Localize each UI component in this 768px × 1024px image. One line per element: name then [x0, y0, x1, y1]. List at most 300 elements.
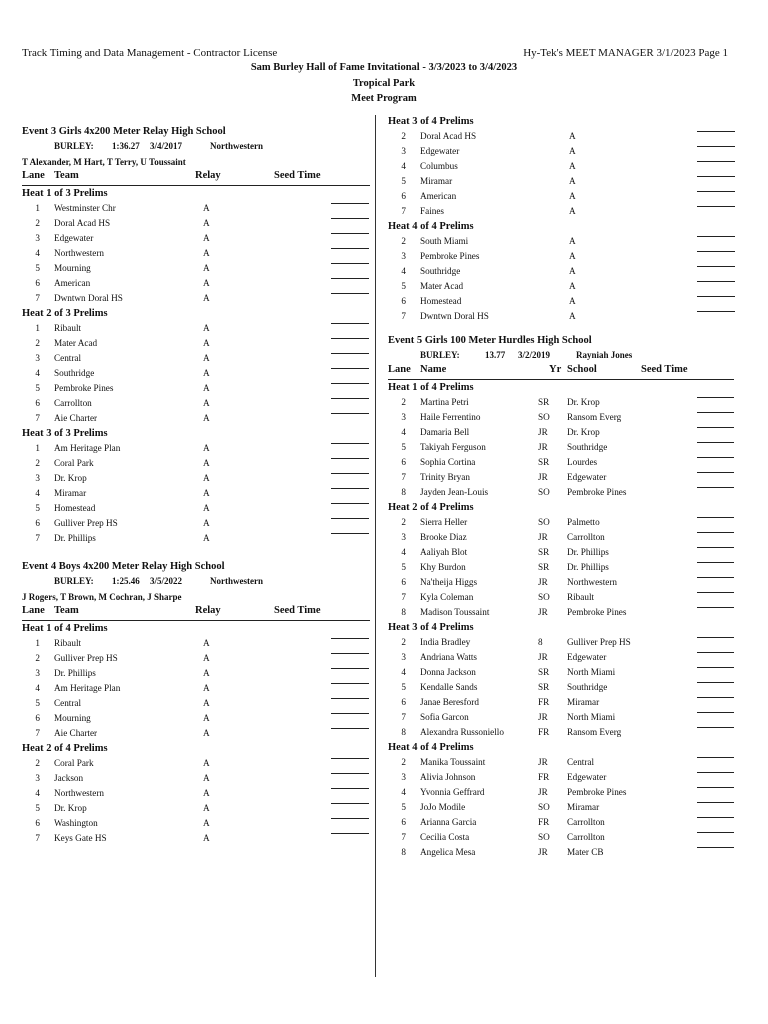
lane-number: 6 — [35, 713, 40, 723]
table-row — [22, 321, 370, 336]
school-name: Pembroke Pines — [567, 487, 627, 497]
seed-time-blank — [697, 131, 735, 132]
team-name: Mater Acad — [420, 281, 464, 291]
school-name: Miramar — [567, 697, 600, 707]
relay-letter: A — [203, 443, 210, 453]
table-row — [22, 486, 370, 501]
seed-time-blank — [331, 458, 369, 459]
table-row — [388, 770, 734, 785]
table-row — [22, 261, 370, 276]
lane-number: 5 — [401, 682, 406, 692]
seed-time-blank — [331, 233, 369, 234]
athlete-name: Sierra Heller — [420, 517, 468, 527]
lane-number: 5 — [401, 176, 406, 186]
lane-number: 8 — [401, 727, 406, 737]
athlete-year: SR — [538, 547, 550, 557]
table-row — [388, 144, 734, 159]
lane-number: 4 — [401, 667, 406, 677]
team-name: Aie Charter — [54, 728, 98, 738]
relay-letter: A — [569, 176, 576, 186]
record-label: BURLEY: — [54, 141, 94, 151]
lane-number: 6 — [35, 818, 40, 828]
table-row — [388, 174, 734, 189]
athlete-name: Madison Toussaint — [420, 607, 490, 617]
table-row — [388, 590, 734, 605]
table-row — [388, 129, 734, 144]
table-row — [22, 381, 370, 396]
seed-time-blank — [697, 427, 734, 428]
team-name: Ribault — [54, 638, 82, 648]
seed-time-blank — [697, 251, 735, 252]
school-header: School — [567, 364, 597, 375]
lane-number: 8 — [401, 607, 406, 617]
seed-time-blank — [331, 503, 369, 504]
lane-number: 7 — [401, 832, 406, 842]
athlete-name: Aaliyah Blot — [420, 547, 468, 557]
team-name: Mourning — [54, 263, 91, 273]
table-row — [22, 336, 370, 351]
team-name: Central — [54, 353, 82, 363]
lane-number: 7 — [35, 833, 40, 843]
lane-number: 5 — [401, 802, 406, 812]
seed-time-blank — [331, 488, 369, 489]
athlete-year: JR — [538, 787, 548, 797]
seed-time-blank — [697, 412, 734, 413]
relay-letter: A — [203, 368, 210, 378]
seed-time-blank — [697, 667, 734, 668]
table-row — [22, 681, 370, 696]
lane-number: 6 — [401, 457, 406, 467]
seed-time-blank — [331, 323, 369, 324]
event-title: Event 3 Girls 4x200 Meter Relay High School — [22, 126, 226, 137]
seed-time-blank — [697, 832, 734, 833]
lane-number: 3 — [401, 412, 406, 422]
lane-header: Lane — [22, 170, 45, 181]
school-name: Pembroke Pines — [567, 607, 627, 617]
lane-number: 5 — [401, 442, 406, 452]
seed-time-blank — [331, 263, 369, 264]
table-row — [22, 756, 370, 771]
relay-letter: A — [569, 236, 576, 246]
seed-time-blank — [331, 293, 369, 294]
table-row — [22, 636, 370, 651]
school-name: Lourdes — [567, 457, 598, 467]
relay-letter: A — [203, 803, 210, 813]
seed-time-blank — [331, 803, 369, 804]
seed-header: Seed Time — [641, 364, 688, 375]
team-name: Gulliver Prep HS — [54, 518, 118, 528]
lane-number: 2 — [401, 757, 406, 767]
relay-letter: A — [569, 161, 576, 171]
team-name: Northwestern — [54, 248, 105, 258]
seed-time-blank — [331, 413, 369, 414]
relay-letter: A — [203, 683, 210, 693]
school-name: Ribault — [567, 592, 595, 602]
record-date: 3/5/2022 — [150, 576, 183, 586]
team-name: Carrollton — [54, 398, 92, 408]
athlete-year: FR — [538, 697, 550, 707]
athlete-year: JR — [538, 427, 548, 437]
team-name: Mater Acad — [54, 338, 98, 348]
seed-time-blank — [697, 592, 734, 593]
school-name: North Miami — [567, 712, 616, 722]
lane-number: 2 — [401, 637, 406, 647]
school-name: Northwestern — [567, 577, 618, 587]
seed-time-blank — [697, 281, 735, 282]
relay-letter: A — [569, 251, 576, 261]
lane-number: 6 — [401, 817, 406, 827]
lane-number: 5 — [401, 281, 406, 291]
table-row — [22, 216, 370, 231]
seed-time-blank — [697, 772, 734, 773]
lane-number: 4 — [35, 248, 40, 258]
table-row — [388, 530, 734, 545]
athlete-name: Janae Beresford — [420, 697, 479, 707]
seed-time-blank — [697, 802, 734, 803]
record-relay-members: J Rogers, T Brown, M Cochran, J Sharpe — [22, 592, 182, 602]
team-name: Faines — [420, 206, 444, 216]
relay-letter: A — [203, 758, 210, 768]
seed-time-blank — [697, 296, 735, 297]
seed-time-blank — [697, 472, 734, 473]
school-name: Dr. Krop — [567, 427, 600, 437]
team-name: Homestead — [420, 296, 462, 306]
record-label: BURLEY: — [420, 350, 460, 360]
lane-number: 2 — [401, 517, 406, 527]
relay-header: Relay — [195, 170, 221, 181]
team-name: Dr. Krop — [54, 473, 87, 483]
column-headers — [22, 170, 370, 186]
table-row — [22, 666, 370, 681]
athlete-name: Na'theija Higgs — [420, 577, 478, 587]
athlete-year: SO — [538, 517, 550, 527]
athlete-name: Brooke Diaz — [420, 532, 467, 542]
table-row — [22, 651, 370, 666]
lane-number: 8 — [401, 847, 406, 857]
athlete-name: Takiyah Ferguson — [420, 442, 486, 452]
heat-title: Heat 1 of 3 Prelims — [22, 188, 108, 199]
table-row — [388, 264, 734, 279]
seed-time-blank — [697, 787, 734, 788]
seed-time-blank — [331, 668, 369, 669]
lane-number: 6 — [35, 278, 40, 288]
year-header: Yr — [549, 364, 562, 375]
athlete-year: JR — [538, 532, 548, 542]
seed-time-blank — [697, 637, 734, 638]
event-spacer — [388, 324, 734, 332]
school-name: Gulliver Prep HS — [567, 637, 631, 647]
table-row — [22, 771, 370, 786]
record-relay-members: T Alexander, M Hart, T Terry, U Toussaint — [22, 157, 186, 167]
table-row — [22, 201, 370, 216]
table-row — [22, 276, 370, 291]
team-name: Dwntwn Doral HS — [420, 311, 489, 321]
heat-title: Heat 4 of 4 Prelims — [388, 742, 474, 753]
table-row — [388, 470, 734, 485]
seed-time-blank — [331, 758, 369, 759]
athlete-year: JR — [538, 712, 548, 722]
seed-time-blank — [331, 248, 369, 249]
program-title: Meet Program — [351, 93, 417, 104]
school-name: Carrollton — [567, 532, 605, 542]
seed-time-blank — [697, 607, 734, 608]
lane-number: 2 — [401, 131, 406, 141]
lane-number: 5 — [35, 803, 40, 813]
team-name: Dr. Phillips — [54, 668, 96, 678]
lane-number: 4 — [35, 683, 40, 693]
lane-number: 3 — [35, 233, 40, 243]
lane-number: 5 — [35, 383, 40, 393]
school-name: Carrollton — [567, 817, 605, 827]
relay-letter: A — [203, 218, 210, 228]
athlete-year: 8 — [538, 637, 543, 647]
table-row — [388, 485, 734, 500]
athlete-year: SR — [538, 457, 550, 467]
meet-title: Sam Burley Hall of Fame Invitational - 3/3/2023 to 3/4/2023 — [250, 62, 518, 73]
athlete-name: Martina Petri — [420, 397, 469, 407]
relay-letter: A — [203, 203, 210, 213]
seed-time-blank — [697, 547, 734, 548]
relay-letter: A — [203, 833, 210, 843]
athlete-name: Alivia Johnson — [420, 772, 476, 782]
lane-number: 7 — [401, 592, 406, 602]
table-row — [22, 366, 370, 381]
seed-time-blank — [697, 532, 734, 533]
relay-letter: A — [203, 773, 210, 783]
event-title: Event 4 Boys 4x200 Meter Relay High School — [22, 561, 225, 572]
relay-letter: A — [203, 698, 210, 708]
seed-time-blank — [697, 652, 734, 653]
relay-letter: A — [203, 728, 210, 738]
table-row — [388, 204, 734, 219]
team-name: Keys Gate HS — [54, 833, 107, 843]
right-column — [388, 114, 734, 860]
athlete-name: India Bradley — [420, 637, 471, 647]
lane-number: 7 — [401, 472, 406, 482]
seed-time-blank — [697, 442, 734, 443]
team-name: Northwestern — [54, 788, 105, 798]
team-name: Miramar — [420, 176, 453, 186]
table-row — [388, 440, 734, 455]
column-divider — [375, 115, 376, 977]
table-row — [22, 396, 370, 411]
team-name: Edgewater — [54, 233, 94, 243]
athlete-year: SR — [538, 682, 550, 692]
heat-title: Heat 1 of 4 Prelims — [22, 623, 108, 634]
lane-number: 7 — [35, 533, 40, 543]
table-row — [388, 234, 734, 249]
relay-letter: A — [569, 191, 576, 201]
seed-time-blank — [697, 577, 734, 578]
record-mark: 1:25.46 — [112, 576, 140, 586]
seed-time-blank — [331, 338, 369, 339]
table-row — [388, 560, 734, 575]
table-row — [22, 351, 370, 366]
meet-record — [22, 576, 370, 590]
seed-header: Seed Time — [274, 605, 321, 616]
heat-title: Heat 4 of 4 Prelims — [388, 221, 474, 232]
record-label: BURLEY: — [54, 576, 94, 586]
table-row — [388, 425, 734, 440]
seed-time-blank — [697, 191, 735, 192]
athlete-name: Haile Ferrentino — [420, 412, 481, 422]
school-name: Dr. Phillips — [567, 562, 609, 572]
lane-number: 2 — [401, 236, 406, 246]
left-column — [22, 123, 370, 846]
team-name: Edgewater — [420, 146, 460, 156]
table-row — [388, 189, 734, 204]
seed-time-blank — [331, 713, 369, 714]
table-row — [388, 785, 734, 800]
relay-letter: A — [569, 146, 576, 156]
athlete-name: Manika Toussaint — [420, 757, 486, 767]
lane-header: Lane — [22, 605, 45, 616]
lane-number: 2 — [35, 338, 40, 348]
table-row — [388, 830, 734, 845]
school-name: Palmetto — [567, 517, 600, 527]
relay-header: Relay — [195, 605, 221, 616]
table-row — [388, 249, 734, 264]
table-row — [22, 816, 370, 831]
athlete-name: Khy Burdon — [420, 562, 466, 572]
lane-number: 4 — [401, 161, 406, 171]
school-name: Mater CB — [567, 847, 604, 857]
record-date: 3/2/2019 — [518, 350, 551, 360]
lane-number: 4 — [35, 788, 40, 798]
lane-number: 6 — [401, 577, 406, 587]
athlete-name: Yvonnia Geffrard — [420, 787, 485, 797]
table-row — [388, 845, 734, 860]
heat-title: Heat 2 of 4 Prelims — [22, 743, 108, 754]
lane-number: 4 — [35, 488, 40, 498]
lane-number: 7 — [35, 413, 40, 423]
team-name: Columbus — [420, 161, 458, 171]
relay-letter: A — [569, 206, 576, 216]
athlete-year: JR — [538, 577, 548, 587]
team-name: Doral Acad HS — [420, 131, 477, 141]
seed-time-blank — [697, 236, 735, 237]
athlete-name: JoJo Modile — [420, 802, 466, 812]
school-name: Southridge — [567, 682, 608, 692]
relay-letter: A — [569, 131, 576, 141]
lane-number: 2 — [35, 653, 40, 663]
seed-time-blank — [697, 697, 734, 698]
athlete-name: Kyla Coleman — [420, 592, 474, 602]
lane-number: 6 — [401, 191, 406, 201]
athlete-year: FR — [538, 772, 550, 782]
table-row — [22, 441, 370, 456]
table-row — [388, 650, 734, 665]
athlete-name: Angelica Mesa — [420, 847, 476, 857]
meet-record — [388, 350, 734, 364]
team-name: American — [420, 191, 457, 201]
lane-number: 7 — [35, 293, 40, 303]
table-row — [388, 279, 734, 294]
relay-letter: A — [203, 713, 210, 723]
lane-number: 2 — [401, 397, 406, 407]
seed-time-blank — [697, 847, 734, 848]
table-row — [388, 605, 734, 620]
seed-time-blank — [697, 487, 734, 488]
seed-time-blank — [331, 653, 369, 654]
school-name: Carrollton — [567, 832, 605, 842]
school-name: Edgewater — [567, 772, 607, 782]
relay-letter: A — [203, 338, 210, 348]
team-name: Coral Park — [54, 758, 94, 768]
relay-letter: A — [569, 266, 576, 276]
relay-letter: A — [203, 488, 210, 498]
table-row — [22, 696, 370, 711]
relay-letter: A — [203, 398, 210, 408]
event-title: Event 5 Girls 100 Meter Hurdles High School — [388, 335, 592, 346]
team-name: Gulliver Prep HS — [54, 653, 118, 663]
relay-letter: A — [203, 638, 210, 648]
seed-time-blank — [697, 562, 734, 563]
table-row — [388, 800, 734, 815]
athlete-year: JR — [538, 442, 548, 452]
seed-time-blank — [331, 788, 369, 789]
seed-time-blank — [331, 353, 369, 354]
team-header: Team — [54, 170, 79, 181]
athlete-name: Kendalle Sands — [420, 682, 478, 692]
team-name: Miramar — [54, 488, 87, 498]
heat-title: Heat 2 of 4 Prelims — [388, 502, 474, 513]
team-name: Washington — [54, 818, 98, 828]
seed-time-blank — [697, 727, 734, 728]
seed-time-blank — [331, 278, 369, 279]
school-name: Ransom Everg — [567, 412, 622, 422]
seed-time-blank — [697, 712, 734, 713]
seed-time-blank — [697, 161, 735, 162]
lane-number: 6 — [35, 518, 40, 528]
seed-time-blank — [331, 473, 369, 474]
lane-number: 5 — [401, 562, 406, 572]
table-row — [22, 786, 370, 801]
seed-time-blank — [331, 398, 369, 399]
lane-number: 6 — [401, 296, 406, 306]
athlete-name: Trinity Bryan — [420, 472, 470, 482]
relay-letter: A — [569, 296, 576, 306]
record-holder: Northwestern — [210, 576, 263, 586]
team-name: Dr. Phillips — [54, 533, 96, 543]
school-name: Dr. Phillips — [567, 547, 609, 557]
relay-letter: A — [203, 533, 210, 543]
table-row — [388, 695, 734, 710]
relay-letter: A — [203, 413, 210, 423]
team-name: Southridge — [420, 266, 461, 276]
lane-number: 3 — [35, 473, 40, 483]
lane-number: 3 — [35, 773, 40, 783]
school-name: Miramar — [567, 802, 600, 812]
lane-number: 6 — [35, 398, 40, 408]
lane-number: 3 — [401, 772, 406, 782]
seed-time-blank — [331, 683, 369, 684]
table-row — [388, 515, 734, 530]
lane-number: 1 — [35, 638, 40, 648]
lane-number: 4 — [35, 368, 40, 378]
team-name: South Miami — [420, 236, 469, 246]
record-mark: 13.77 — [485, 350, 506, 360]
table-row — [388, 755, 734, 770]
table-row — [22, 231, 370, 246]
seed-time-blank — [697, 457, 734, 458]
lane-number: 5 — [35, 263, 40, 273]
lane-number: 6 — [401, 697, 406, 707]
column-headers — [22, 605, 370, 621]
seed-time-blank — [331, 638, 369, 639]
table-row — [22, 726, 370, 741]
school-name: Ransom Everg — [567, 727, 622, 737]
